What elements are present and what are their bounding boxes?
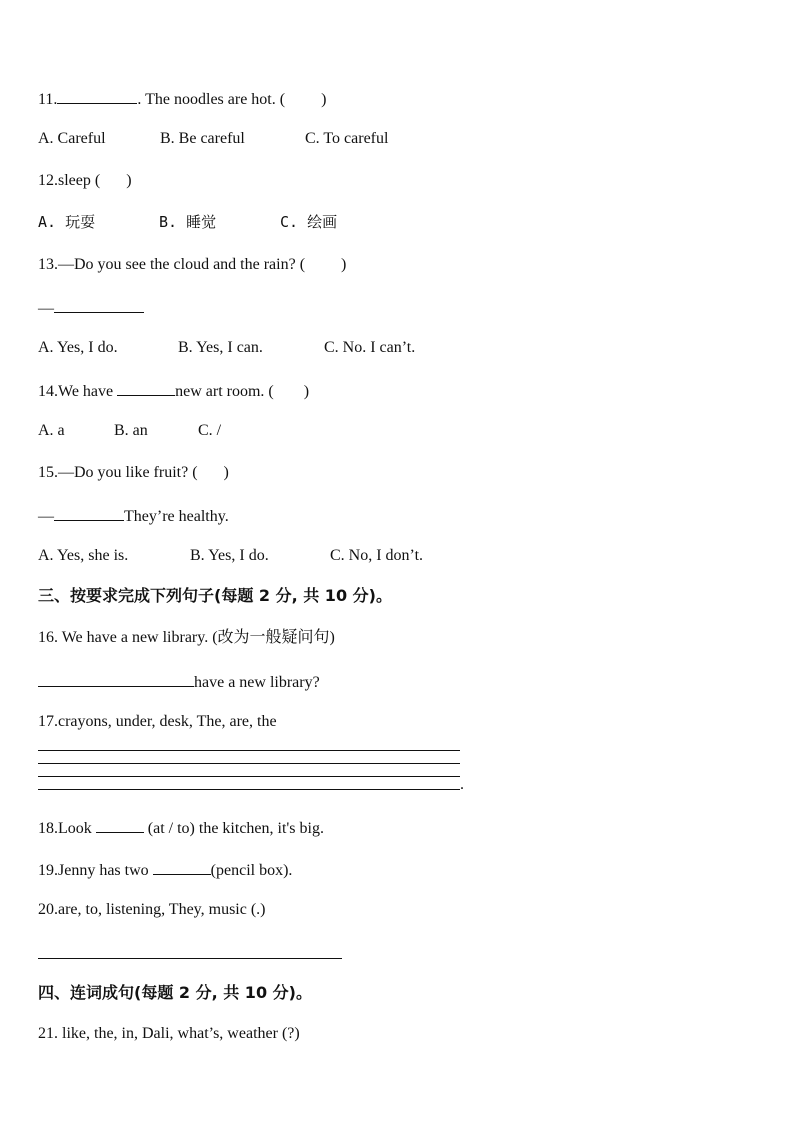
answer-blank[interactable]: [96, 816, 144, 833]
question-text: (at / to) the kitchen, it's big.: [143, 820, 324, 837]
question-15: [38, 463, 229, 483]
question-text: 15.—Do you like fruit? (: [38, 464, 198, 481]
question-13-reply: [38, 296, 144, 319]
end-mark: .: [460, 776, 464, 793]
paren-close: ): [126, 172, 132, 189]
paren-close: ): [303, 383, 310, 400]
question-15-reply: [38, 504, 229, 527]
answer-text: have a new library?: [194, 674, 320, 691]
reply-text: They’re healthy.: [124, 508, 229, 525]
option-c[interactable]: C. No, I don’t.: [330, 547, 424, 564]
question-15-options: [38, 546, 423, 566]
question-12-options: [38, 212, 337, 232]
section-3-heading: 三、按要求完成下列句子(每题 2 分, 共 10 分)。: [38, 586, 392, 605]
option-a[interactable]: A. Yes, she is.: [38, 547, 129, 564]
question-text: new art room. (: [175, 383, 274, 400]
option-b[interactable]: B. an: [114, 422, 148, 439]
option-a[interactable]: A. Careful: [38, 130, 106, 147]
question-text: (pencil box).: [210, 862, 293, 879]
question-18: [38, 816, 324, 839]
option-b[interactable]: B. Yes, I do.: [190, 547, 269, 564]
question-19: [38, 858, 292, 881]
question-20: 20.are, to, listening, They, music (.): [38, 901, 266, 918]
option-c[interactable]: C. 绘画: [280, 213, 338, 231]
answer-blank[interactable]: [57, 87, 137, 104]
option-c[interactable]: C. No. I can’t.: [324, 339, 416, 356]
question-12: [38, 171, 132, 191]
option-b[interactable]: B. 睡觉: [159, 213, 217, 231]
answer-blank[interactable]: [54, 504, 124, 521]
question-16-answer: [38, 670, 320, 693]
question-13-options: [38, 338, 415, 358]
option-a[interactable]: A. a: [38, 422, 65, 439]
answer-blank[interactable]: [153, 858, 211, 875]
option-b[interactable]: B. Yes, I can.: [178, 339, 263, 356]
answer-line[interactable]: [38, 789, 460, 790]
option-a[interactable]: A. Yes, I do.: [38, 339, 118, 356]
question-11-options: [38, 129, 388, 149]
section-4-heading: 四、连词成句(每题 2 分, 共 10 分)。: [38, 983, 312, 1002]
option-a[interactable]: A. 玩耍: [38, 213, 96, 231]
answer-line[interactable]: [38, 763, 460, 764]
question-text: . The noodles are hot. (: [137, 91, 286, 108]
reply-dash: —: [38, 300, 54, 317]
option-b[interactable]: B. Be careful: [160, 130, 245, 147]
paren-close: ): [341, 256, 347, 273]
question-11: [38, 87, 326, 110]
option-c[interactable]: C. To careful: [305, 130, 389, 147]
question-16: 16. We have a new library. (改为一般疑问句): [38, 629, 335, 646]
answer-blank[interactable]: [117, 379, 175, 396]
question-text: 14.We have: [38, 383, 118, 400]
question-text: 13.—Do you see the cloud and the rain? (: [38, 256, 306, 273]
question-text: 18.Look: [38, 820, 96, 837]
reply-dash: —: [38, 508, 54, 525]
question-number: 11.: [38, 91, 58, 108]
question-text: 19.Jenny has two: [38, 862, 153, 879]
question-14-options: [38, 421, 221, 441]
question-21: 21. like, the, in, Dali, what’s, weather (?): [38, 1025, 300, 1042]
answer-blank[interactable]: [54, 296, 144, 313]
answer-line[interactable]: [38, 958, 342, 959]
question-17: 17.crayons, under, desk, The, are, the: [38, 713, 277, 730]
paren-close: ): [321, 91, 327, 108]
paren-close: ): [223, 464, 229, 481]
question-text: 12.sleep (: [38, 172, 101, 189]
question-14: [38, 379, 309, 402]
option-c[interactable]: C. /: [198, 422, 222, 439]
question-13: [38, 255, 346, 275]
answer-line[interactable]: [38, 776, 460, 777]
answer-blank[interactable]: [38, 670, 194, 687]
answer-line[interactable]: [38, 750, 460, 751]
